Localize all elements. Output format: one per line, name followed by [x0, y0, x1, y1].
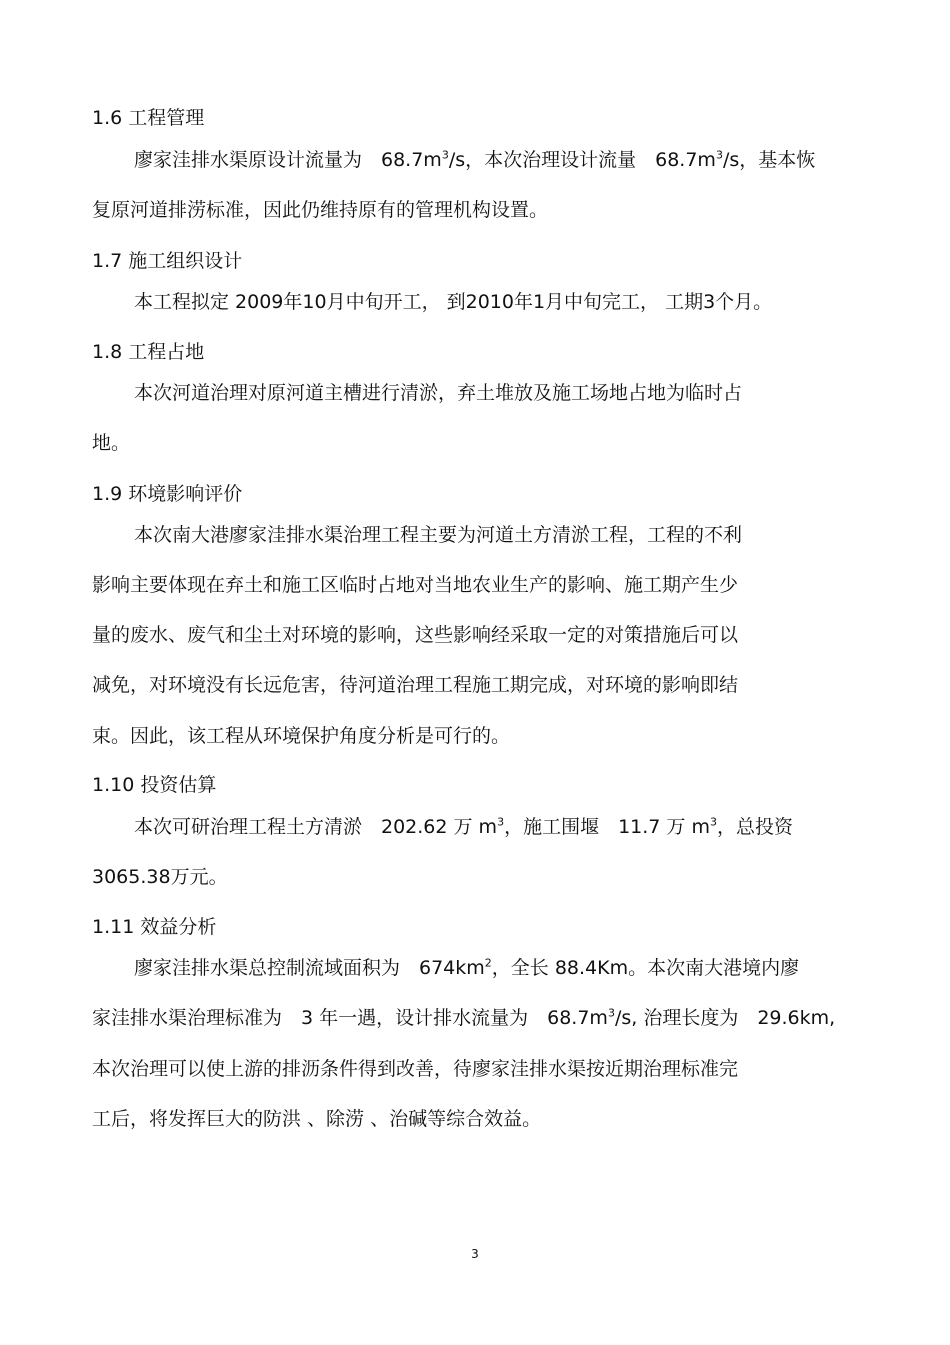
paragraph-line: 本工程拟定 2009年10月中旬开工， 到2010年1月中旬完工， 工期3个月。 — [134, 291, 773, 313]
section-heading-1-9: 1.9 环境影响评价 — [92, 483, 243, 505]
section-heading-1-7: 1.7 施工组织设计 — [92, 250, 243, 272]
paragraph-line: 廖家洼排水渠总控制流域面积为 $674km^2$，全长 88.4Km。本次南大港境内廖 — [134, 956, 800, 979]
paragraph-line: 影响主要体现在弃土和施工区临时占地对当地农业生产的影响、施工期产生少 — [92, 574, 739, 596]
section-heading-1-10: 1.10 投资估算 — [92, 774, 217, 796]
paragraph-line: 3065.38万元。 — [92, 866, 228, 888]
paragraph-line: 本次河道治理对原河道主槽进行清淤，弃土堆放及施工场地占地为临时占 — [134, 382, 743, 404]
paragraph-line: 减免，对环境没有长远危害，待河道治理工程施工期完成，对环境的影响即结 — [92, 674, 739, 696]
page-number: 3 — [471, 1247, 479, 1261]
paragraph-line: 廖家洼排水渠原设计流量为 $68.7m^3/s$，本次治理设计流量 $68.7m^3/s$，基本恢 — [134, 148, 816, 171]
paragraph-line: 复原河道排涝标准，因此仍维持原有的管理机构设置。 — [92, 199, 549, 221]
paragraph-line: 本次南大港廖家洼排水渠治理工程主要为河道土方清淤工程，工程的不利 — [134, 524, 743, 546]
paragraph-line: 地。 — [92, 432, 131, 454]
paragraph-line: 量的废水、废气和尘土对环境的影响，这些影响经采取一定的对策措施后可以 — [92, 624, 739, 646]
paragraph-line: 本次治理可以使上游的排沥条件得到改善，待廖家洼排水渠按近期治理标准完 — [92, 1058, 739, 1080]
paragraph-line: 家洼排水渠治理标准为 3 年一遇，设计排水流量为 $68.7m^3/s$, 治理长度为 29.6km, — [92, 1006, 836, 1029]
section-heading-1-8: 1.8 工程占地 — [92, 341, 205, 363]
section-heading-1-11: 1.11 效益分析 — [92, 916, 217, 938]
paragraph-line: 本次可研治理工程土方清淤 202.62 万 $m^3$，施工围堰 11.7 万 $m^3$，总投资 — [134, 815, 793, 838]
paragraph-line: 束。因此，该工程从环境保护角度分析是可行的。 — [92, 725, 511, 747]
section-heading-1-6: 1.6 工程管理 — [92, 107, 205, 129]
paragraph-line: 工后，将发挥巨大的防洪 、除涝 、治碱等综合效益。 — [92, 1108, 542, 1130]
